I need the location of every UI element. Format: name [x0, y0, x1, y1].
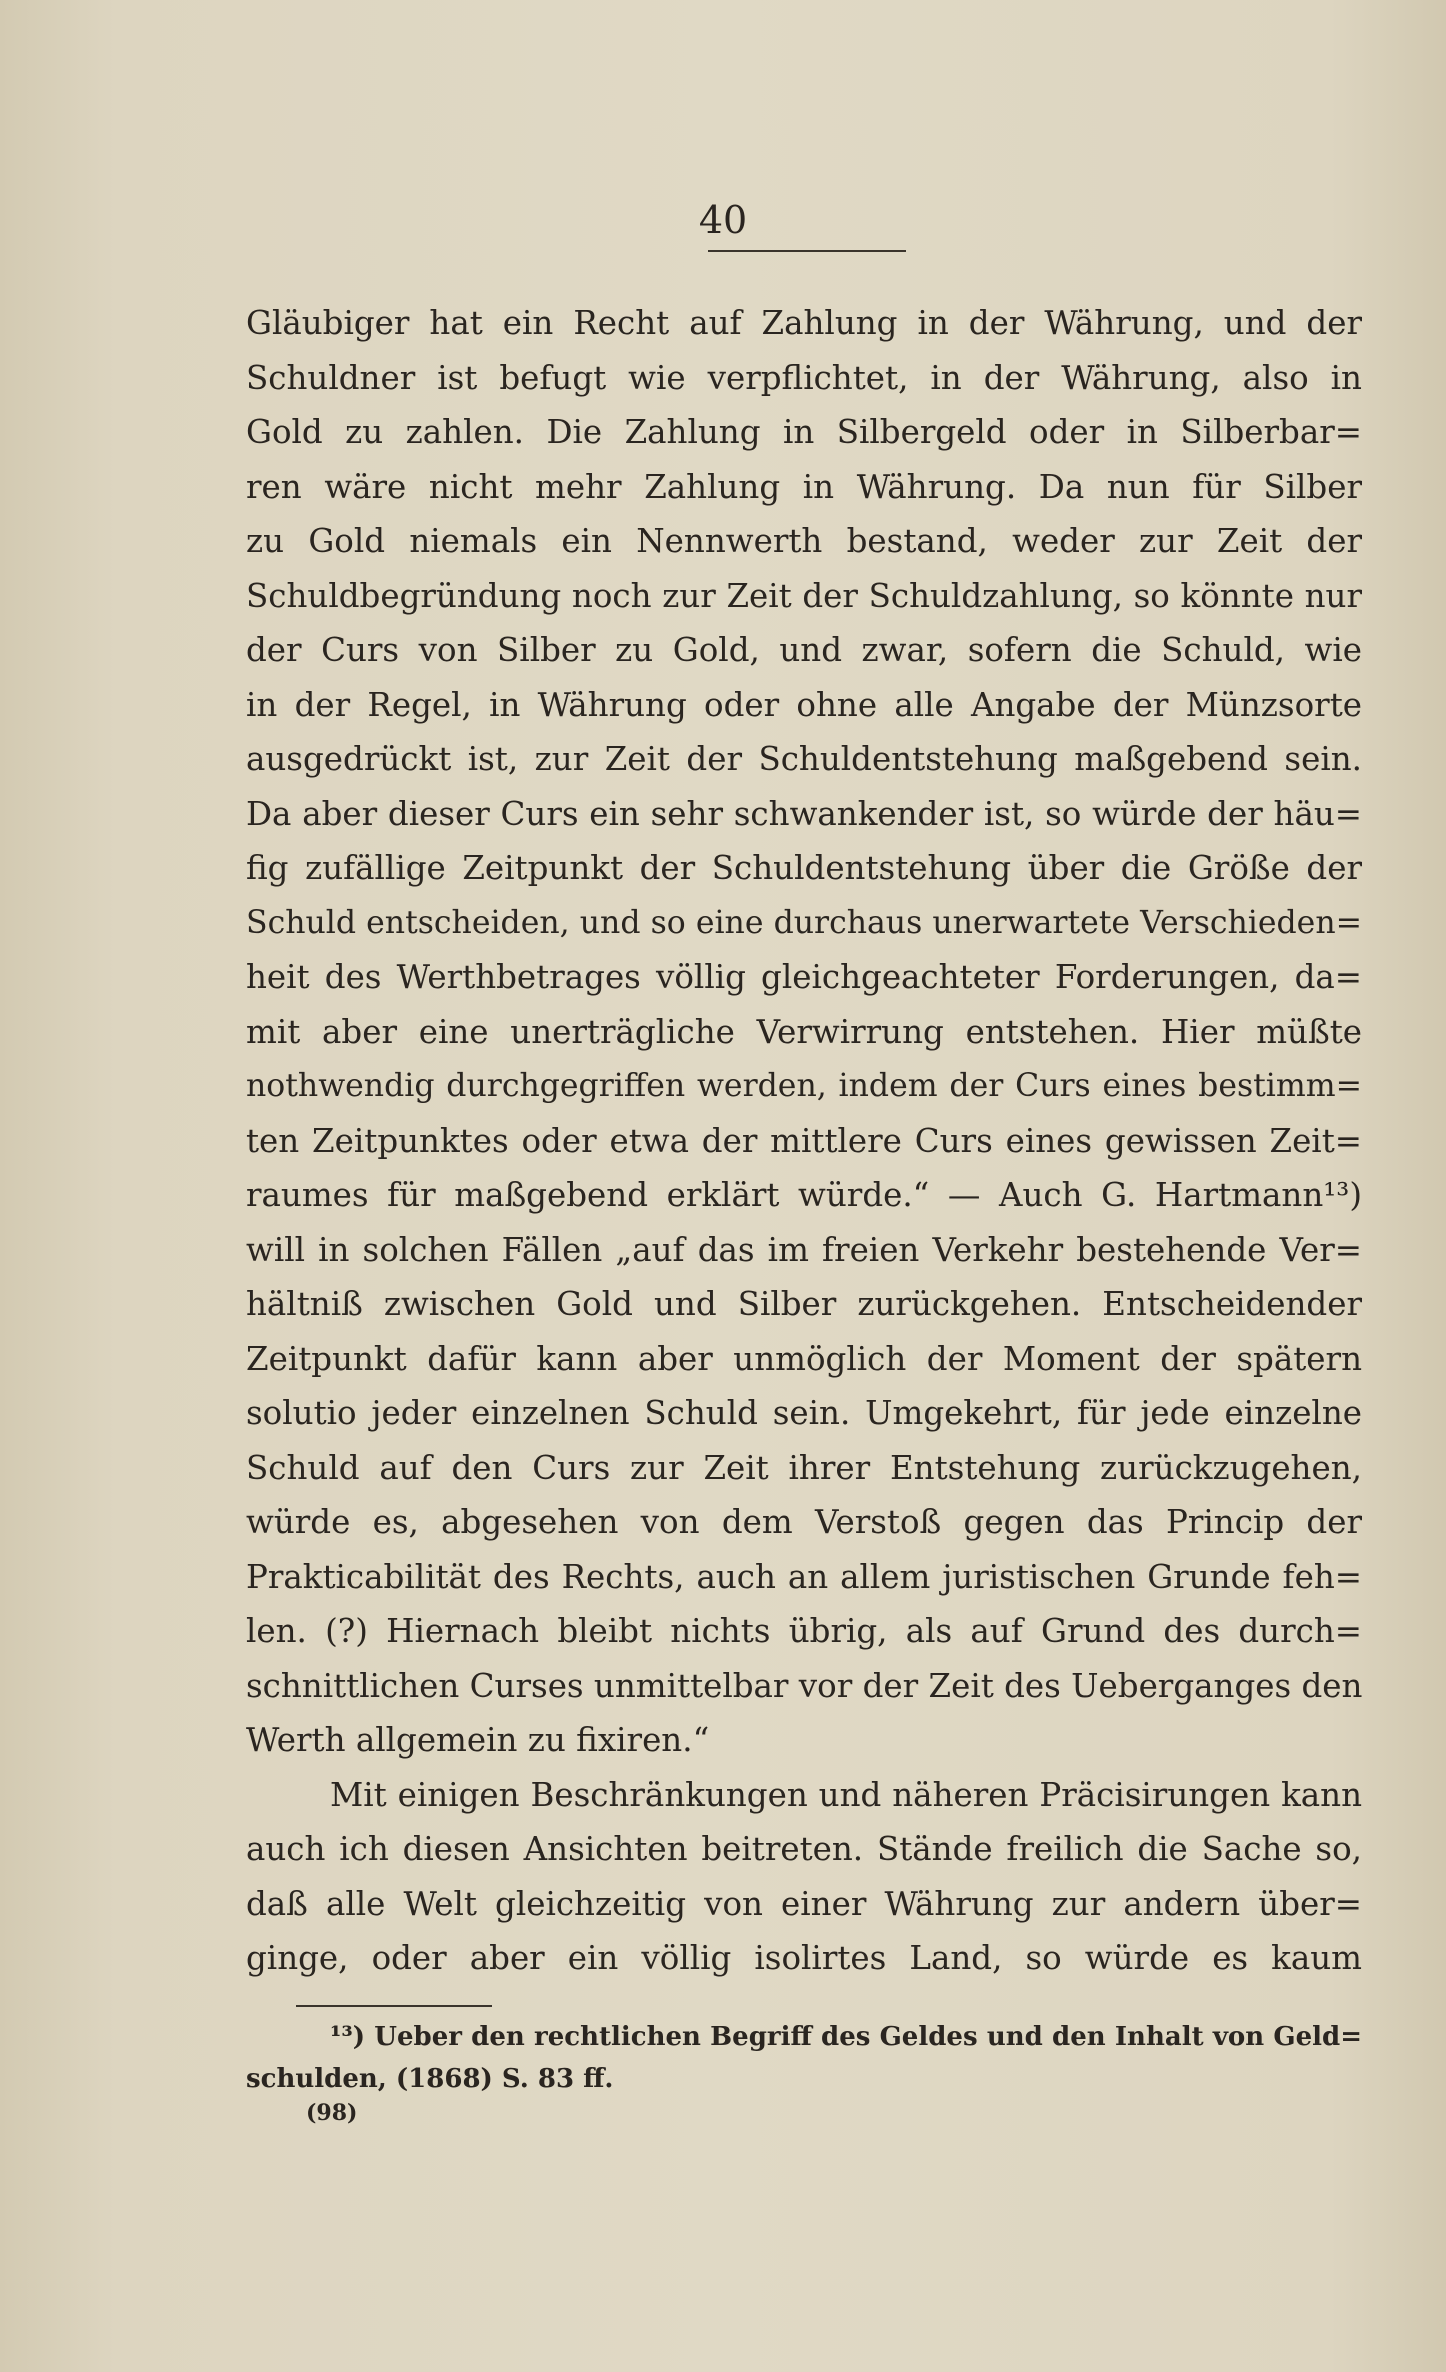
footnote-line: schulden, (1868) S. 83 ff. [246, 2064, 614, 2094]
text-line: hältniß zwischen Gold und Silber zurückgehen. Entscheidender [246, 1285, 1362, 1323]
text-line: Schuld entscheiden, und so eine durchaus unerwartete Verschieden= [246, 904, 1362, 941]
text-line: mit aber eine unerträgliche Verwirrung entstehen. Hier müßte [246, 1012, 1362, 1051]
footnote [246, 2016, 1362, 2100]
text-line: len. (?) Hiernach bleibt nichts übrig, als auf Grund des durch= [246, 1612, 1362, 1650]
paragraph-start-line: Mit einigen Beschränkungen und näheren Präcisirungen kann [330, 1775, 1362, 1814]
text-line: auch ich diesen Ansichten beitreten. Stände freilich die Sache so, [246, 1830, 1362, 1868]
body-text [246, 296, 1362, 1986]
text-line: Schuldner ist befugt wie verpflichtet, in der Währung, also in [246, 358, 1362, 397]
header-rule [708, 250, 906, 252]
text-line: Schuldbegründung noch zur Zeit der Schuldzahlung, so könnte nur [246, 576, 1362, 615]
text-line: fig zufällige Zeitpunkt der Schuldentstehung über die Größe der [246, 849, 1362, 887]
text-line: solutio jeder einzelnen Schuld sein. Umgekehrt, für jede einzelne [246, 1394, 1362, 1432]
page-number: 40 [698, 198, 748, 242]
text-line: ren wäre nicht mehr Zahlung in Währung. Da nun für Silber [246, 467, 1362, 506]
text-line: raumes für maßgebend erklärt würde.“ — Auch G. Hartmann¹³) [246, 1176, 1362, 1214]
text-line: ausgedrückt ist, zur Zeit der Schuldentstehung maßgebend sein. [246, 740, 1362, 778]
footnote-line: ¹³) Ueber den rechtlichen Begriff des Geldes und den Inhalt von Geld= [330, 2022, 1362, 2052]
text-line: Gold zu zahlen. Die Zahlung in Silbergeld oder in Silberbar= [246, 413, 1362, 451]
text-line: nothwendig durchgegriffen werden, indem der Curs eines bestimm= [246, 1068, 1362, 1104]
text-line [246, 1441, 1362, 1496]
text-line: zu Gold niemals ein Nennwerth bestand, weder zur Zeit der [246, 522, 1362, 560]
text-line: Werth allgemein zu fixiren.“ [246, 1721, 710, 1759]
text-line: Gläubiger hat ein Recht auf Zahlung in der Währung, und der [246, 304, 1362, 342]
text-line: würde es, abgesehen von dem Verstoß gegen das Princip der [246, 1503, 1362, 1541]
text-line: schnittlichen Curses unmittelbar vor der Zeit des Ueberganges den [246, 1666, 1362, 1705]
text-line: daß alle Welt gleichzeitig von einer Währung zur andern über= [246, 1884, 1362, 1923]
text-line: heit des Werthbetrages völlig gleichgeachteter Forderungen, da= [246, 958, 1362, 996]
text-line: Prakticabilität des Rechts, auch an allem juristischen Grunde feh= [246, 1557, 1362, 1596]
text-line: der Curs von Silber zu Gold, und zwar, sofern die Schuld, wie [246, 631, 1362, 669]
text-line: will in solchen Fällen „auf das im freien Verkehr bestehende Ver= [246, 1230, 1362, 1269]
text-line: ten Zeitpunktes oder etwa der mittlere Curs eines gewissen Zeit= [246, 1121, 1362, 1160]
footnote-rule [296, 2005, 492, 2007]
text-line: Zeitpunkt dafür kann aber unmöglich der Moment der spätern [246, 1339, 1362, 1378]
text-line: in der Regel, in Währung oder ohne alle Angabe der Münzsorte [246, 685, 1362, 724]
text-line: ginge, oder aber ein völlig isolirtes Land, so würde es kaum [246, 1939, 1362, 1977]
printer-signature: (98) [306, 2100, 358, 2126]
text-line-content: Schuld auf den Curs zur Zeit ihrer Entstehung zurückzugehen, [246, 1448, 1362, 1487]
text-line: Da aber dieser Curs ein sehr schwankender ist, so würde der häu= [246, 794, 1362, 833]
